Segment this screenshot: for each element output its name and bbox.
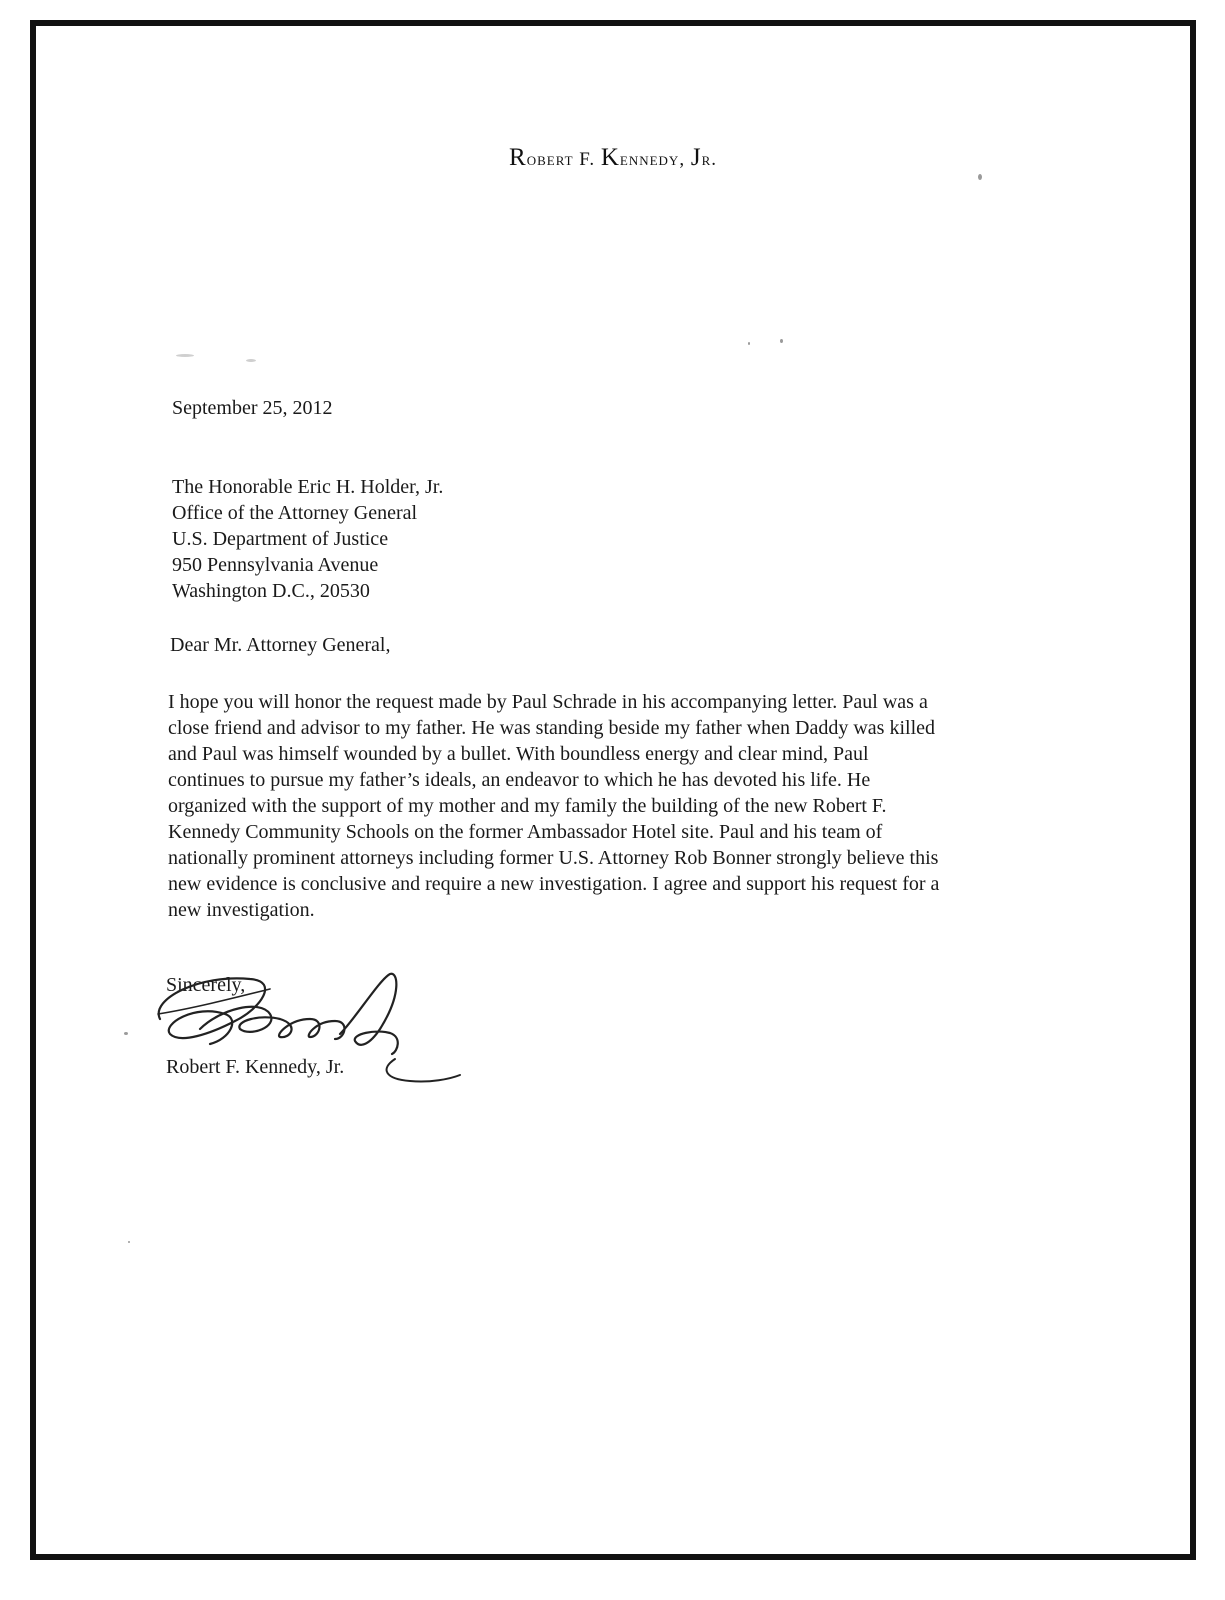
scan-speck [780,339,783,343]
body-line: close friend and advisor to my father. He was standing beside my father when Daddy was killed [168,717,936,739]
scan-speck [124,1032,128,1035]
letterhead-last-rest: ennedy, [619,149,686,170]
scan-speck [128,1241,130,1243]
body-line: new investigation. [168,899,315,921]
body-line: Kennedy Community Schools on the former Ambassador Hotel site. Paul and his team of [168,821,883,843]
body-line: I hope you will honor the request made by Paul Schrade in his accompanying letter. Paul was a [168,691,928,713]
body-line: continues to pursue my father’s ideals, an endeavor to which he has devoted his life. He [168,769,871,791]
body-line: new evidence is conclusive and require a new investigation. I agree and support his request for a [168,873,940,895]
recipient-line: 950 Pennsylvania Avenue [172,554,379,576]
body-line: organized with the support of my mother and my family the building of the new Robert F. [168,795,887,817]
body-line: and Paul was himself wounded by a bullet. With boundless energy and clear mind, Paul [168,743,869,765]
letter-date: September 25, 2012 [172,397,333,419]
letterhead-first-rest: obert [526,149,574,170]
letter-page [30,20,1196,1560]
recipient-line: The Honorable Eric H. Holder, Jr. [172,476,444,498]
scan-speck [246,359,256,362]
letterhead-middle: F. [579,149,596,170]
closing: Sincerely, [166,974,246,996]
body-line: nationally prominent attorneys including former U.S. Attorney Rob Bonner strongly believe this [168,847,939,869]
scan-speck [978,174,982,180]
recipient-line: U.S. Department of Justice [172,528,389,550]
scan-speck [748,342,750,345]
recipient-line: Washington D.C., 20530 [172,580,370,602]
letterhead-suffix-rest: r. [701,149,717,170]
signer-name: Robert F. Kennedy, Jr. [166,1056,345,1078]
letterhead-suffix-initial: J [690,144,702,171]
letterhead-first-initial: R [509,144,527,171]
letterhead [36,144,1190,172]
letter-body [168,689,1068,923]
salutation: Dear Mr. Attorney General, [170,634,391,656]
scan-speck [176,354,194,357]
recipient-line: Office of the Attorney General [172,502,418,524]
recipient-address [172,474,443,604]
letterhead-last-initial: K [600,144,620,171]
